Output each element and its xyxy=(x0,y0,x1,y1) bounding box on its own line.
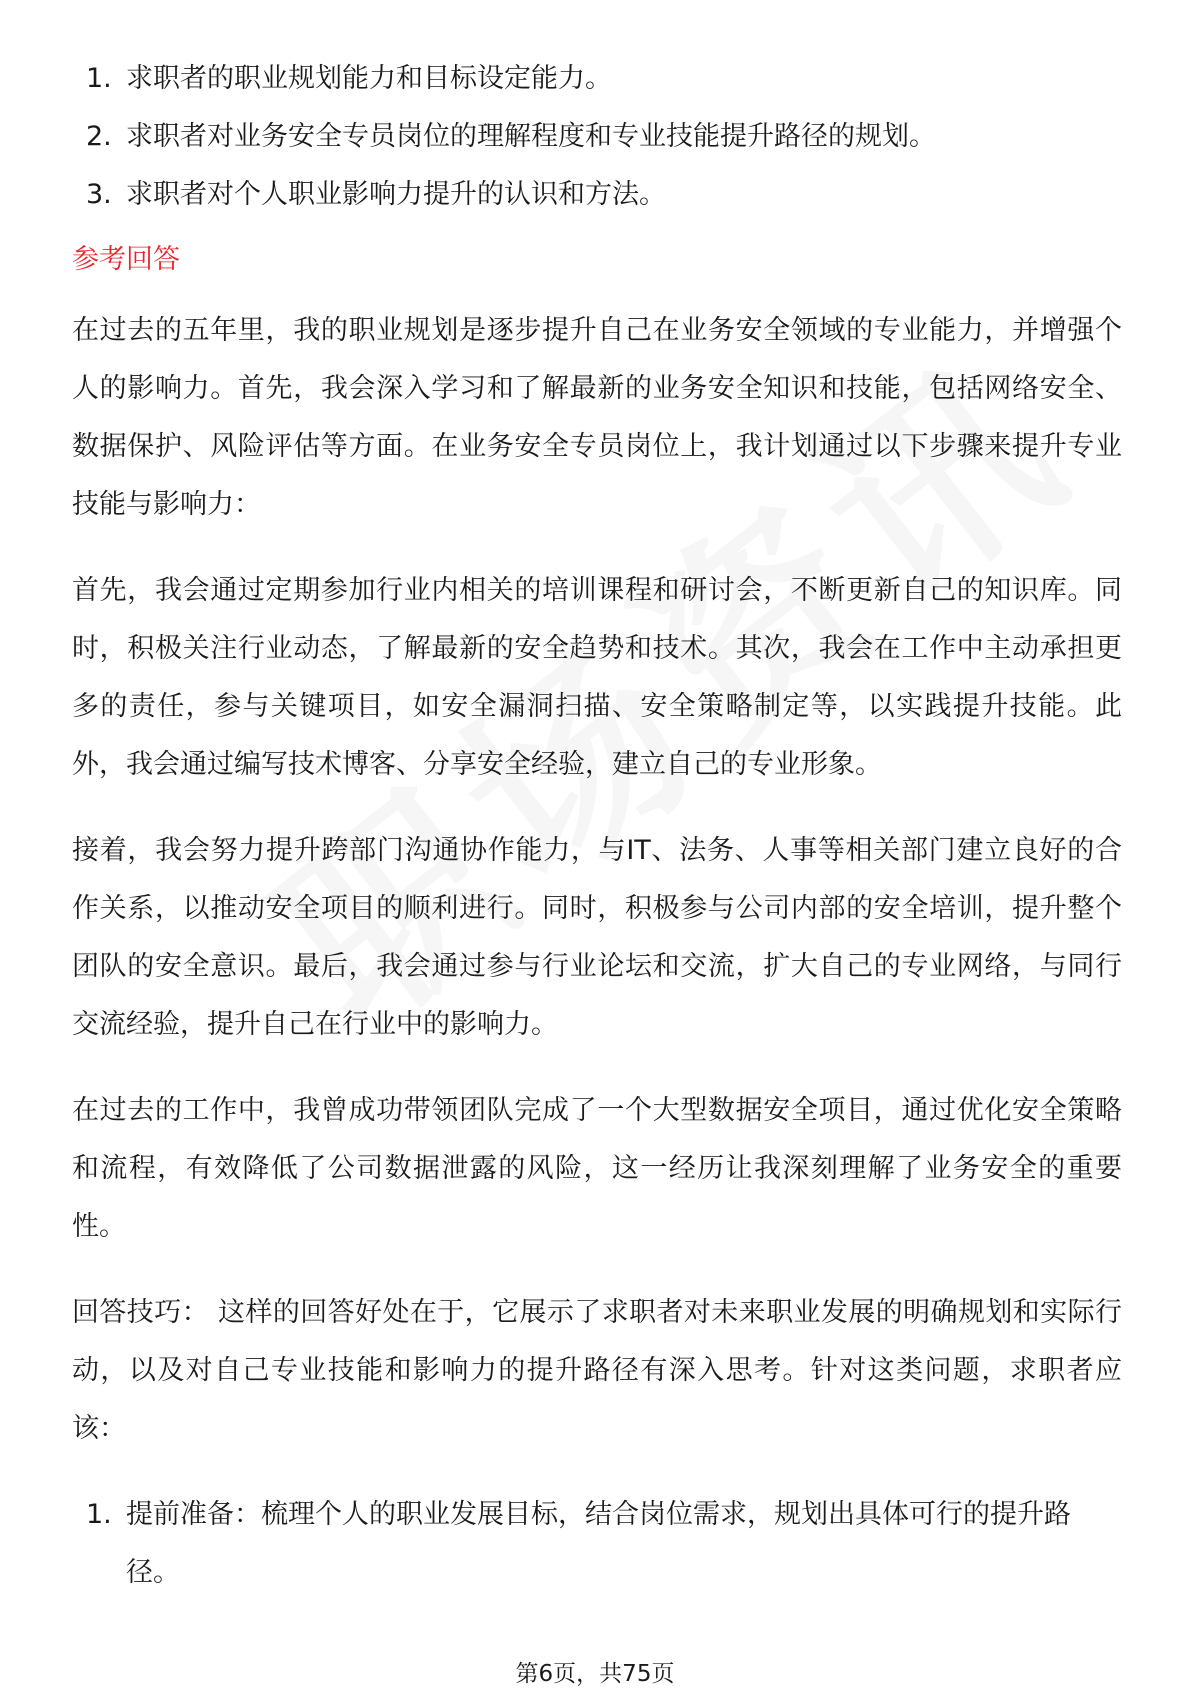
page-content xyxy=(72,50,1122,1602)
answer-paragraph: 在过去的五年里，我的职业规划是逐步提升自己在业务安全领域的专业能力，并增强个人的影响力。首先，我会深入学习和了解最新的业务安全知识和技能，包括网络安全、数据保护、风险评估等方面。在业务安全专员岗位上，我计划通过以下步骤来提升专业技能与影响力： xyxy=(72,315,1122,520)
list-item-number: 1. xyxy=(86,1499,112,1530)
answer-paragraph: 首先，我会通过定期参加行业内相关的培训课程和研讨会，不断更新自己的知识库。同时，积极关注行业动态，了解最新的安全趋势和技术。其次，我会在工作中主动承担更多的责任，参与关键项目，如安全漏洞扫描、安全策略制定等，以实践提升技能。此外，我会通过编写技术博客、分享安全经验，建立自己的专业形象。 xyxy=(72,575,1122,780)
answer-paragraph: 接着，我会努力提升跨部门沟通协作能力，与IT、法务、人事等相关部门建立良好的合作关系，以推动安全项目的顺利进行。同时，积极参与公司内部的安全培训，提升整个团队的安全意识。最后，我会通过参与行业论坛和交流，扩大自己的专业网络，与同行交流经验，提升自己在行业中的影响力。 xyxy=(72,835,1122,1040)
list-item-number: 1. xyxy=(86,63,112,94)
list-item-number: 3. xyxy=(86,179,112,210)
list-item-text: 求职者的职业规划能力和目标设定能力。 xyxy=(126,63,612,94)
list-item-text: 求职者对个人职业影响力提升的认识和方法。 xyxy=(126,179,666,210)
list-item-number: 2. xyxy=(86,121,112,152)
list-item xyxy=(72,108,1122,166)
list-item xyxy=(72,166,1122,224)
list-item xyxy=(72,1486,1122,1602)
intro-list xyxy=(72,50,1122,224)
section-heading-reference-answer: 参考回答 xyxy=(72,244,180,275)
answer-paragraph: 在过去的工作中，我曾成功带领团队完成了一个大型数据安全项目，通过优化安全策略和流程，有效降低了公司数据泄露的风险，这一经历让我深刻理解了业务安全的重要性。 xyxy=(72,1095,1122,1242)
page-number-footer: 第6页，共75页 xyxy=(515,1661,675,1687)
list-item-text: 求职者对业务安全专员岗位的理解程度和专业技能提升路径的规划。 xyxy=(126,121,936,152)
answer-tips-paragraph: 回答技巧： 这样的回答好处在于，它展示了求职者对未来职业发展的明确规划和实际行动，以及对自己专业技能和影响力的提升路径有深入思考。针对这类问题，求职者应该： xyxy=(72,1297,1122,1444)
tips-list xyxy=(72,1486,1122,1602)
list-item-text: 提前准备：梳理个人的职业发展目标，结合岗位需求，规划出具体可行的提升路径。 xyxy=(126,1499,1071,1588)
list-item xyxy=(72,50,1122,108)
